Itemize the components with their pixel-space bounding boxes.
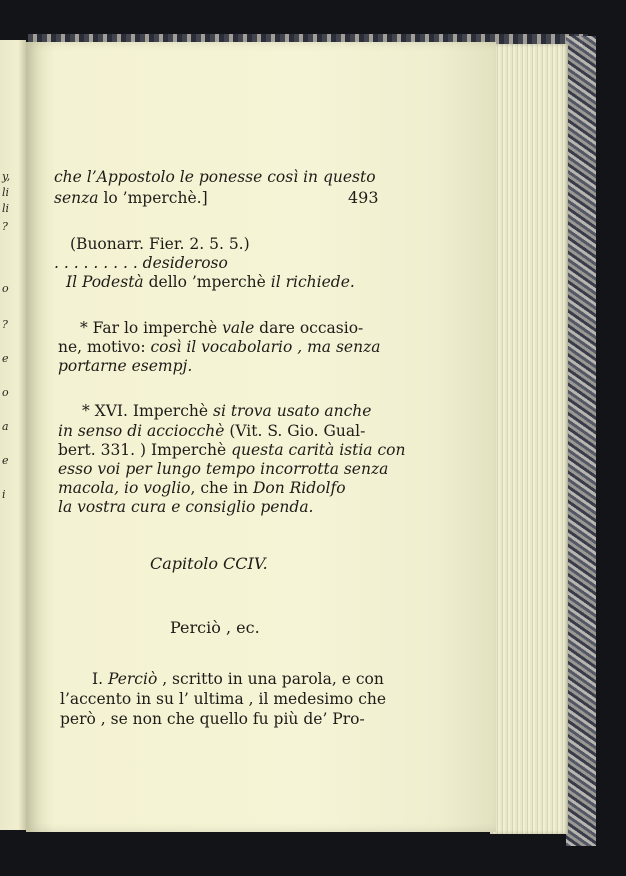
left-fragment: ? <box>2 318 8 331</box>
chapter-title: Capitolo CCIV. <box>150 554 268 573</box>
text-line: la vostra cura e consiglio penda. <box>58 498 314 516</box>
citation: (Buonarr. Fier. 2. 5. 5.) <box>70 235 250 253</box>
left-fragment: o <box>2 386 9 399</box>
text-line: I. Perciò , scritto in una parola, e con <box>92 670 384 688</box>
left-fragment: ? <box>2 220 8 233</box>
left-fragment: li <box>2 186 10 199</box>
text-line: ne, motivo: così il vocabolario , ma senza <box>58 338 381 356</box>
page-number: 493 <box>348 188 379 207</box>
text-line: senza lo ’mperchè.] <box>54 189 208 207</box>
text-line: portarne esempj. <box>58 357 193 375</box>
marbled-cover-right <box>566 36 596 846</box>
text-line: l’accento in su l’ ultima , il medesimo che <box>60 690 387 708</box>
left-fragment: a <box>2 420 9 433</box>
section-title: Perciò , ec. <box>170 618 260 637</box>
left-fragment: o <box>2 282 9 295</box>
text-line: che l’Appostolo le ponesse così in questo <box>54 168 376 186</box>
left-fragment: y, <box>2 170 11 183</box>
left-page-edge <box>0 40 26 830</box>
text-line: macola, io voglio, che in Don Ridolfo <box>58 479 346 497</box>
left-fragment: li <box>2 202 10 215</box>
text-line: però , se non che quello fu più de’ Pro- <box>60 710 365 728</box>
left-fragment: i <box>2 488 6 501</box>
left-fragment: e <box>2 352 9 365</box>
right-page <box>26 42 496 832</box>
text-line: bert. 331. ) Imperchè questa carità istia con <box>58 441 406 459</box>
page-block-edges <box>490 44 568 834</box>
text-line: * XVI. Imperchè si trova usato anche <box>82 402 372 420</box>
text-line: esso voi per lungo tempo incorrotta senza <box>58 460 389 478</box>
text-line: Il Podestà dello ’mperchè il richiede. <box>66 273 355 291</box>
left-fragment: e <box>2 454 9 467</box>
text-line: in senso di acciocchè (Vit. S. Gio. Gual- <box>58 422 366 440</box>
text-line: * Far lo imperchè vale dare occasio- <box>80 319 364 337</box>
text-line: . . . . . . . . . desideroso <box>54 254 228 272</box>
